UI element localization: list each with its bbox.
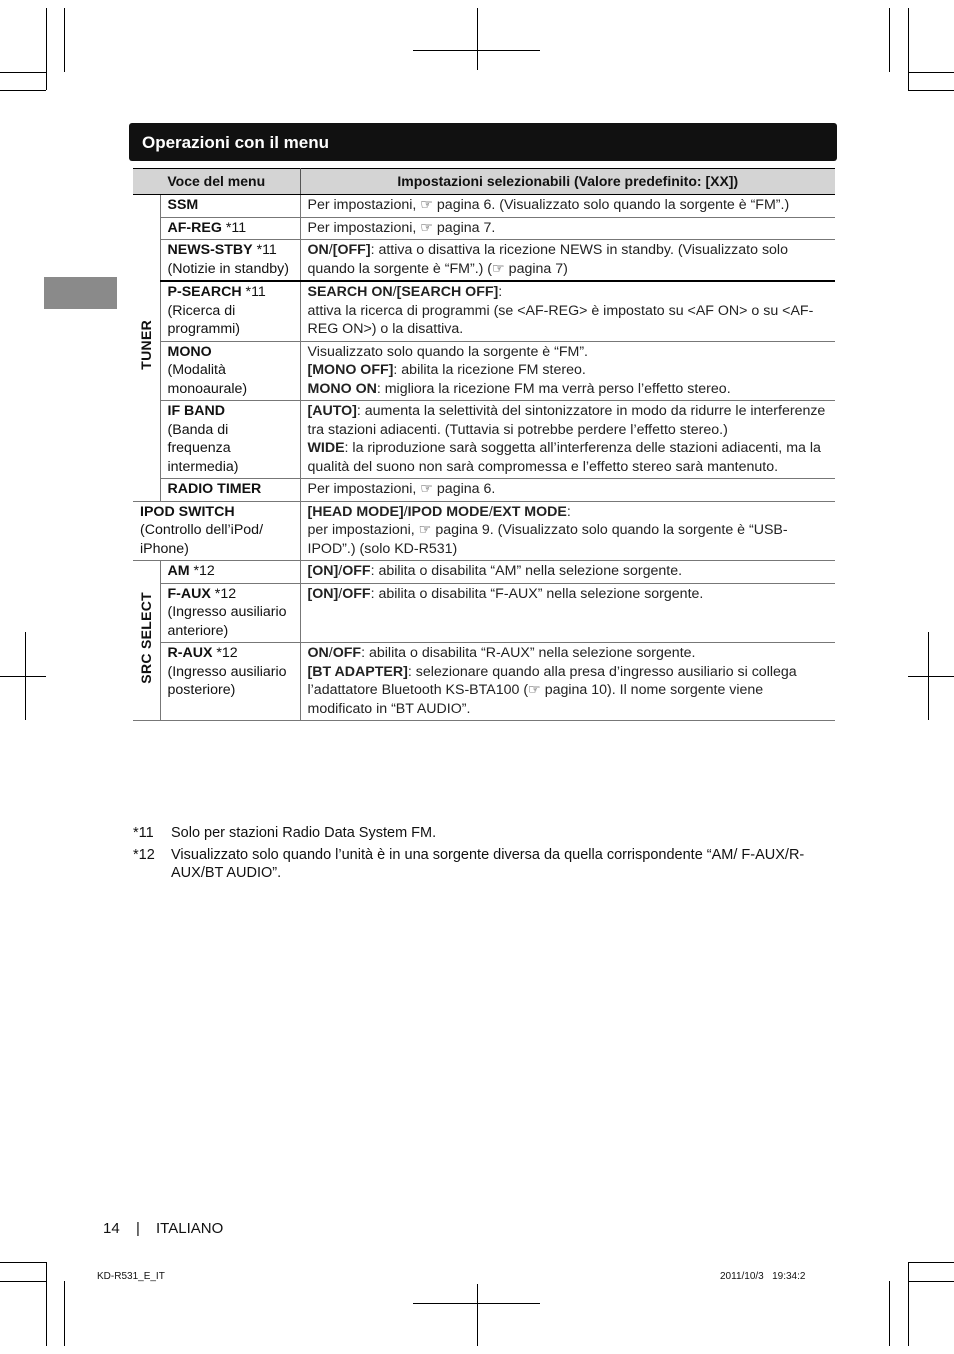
- menu-item-name: RADIO TIMER: [167, 481, 262, 497]
- table-row: [133, 240, 835, 282]
- menu-item-cell: [160, 217, 300, 240]
- desc-text: /: [338, 563, 343, 579]
- desc-text: : migliora la ricezione FM ma verrà perso l’effetto stereo.: [376, 380, 731, 397]
- desc-keyword: [ON]: [307, 585, 339, 602]
- menu-item-name: NEWS-STBY: [167, 242, 253, 258]
- desc-text: attiva la ricerca di programmi (se <AF-REG> è impostato su <AF ON> o su <AF-REG ON>) o la disattiva.: [307, 302, 814, 337]
- section-title: Operazioni con il menu: [142, 133, 330, 152]
- table-row: [133, 643, 835, 721]
- desc-keyword: [AUTO]: [307, 403, 357, 419]
- table-row: [133, 561, 835, 584]
- table-row: [133, 341, 835, 401]
- desc-text: /: [328, 645, 333, 661]
- menu-item-name: AM: [167, 563, 190, 579]
- menu-item-sub: (Notizie in standby): [167, 260, 289, 277]
- desc-text: Visualizzato solo quando la sorgente è “FM”.: [307, 343, 588, 360]
- menu-item-desc: [300, 217, 835, 240]
- desc-text: Per impostazioni, ☞ pagina 7.: [307, 219, 496, 236]
- group-src-label: SRC SELECT: [138, 591, 154, 684]
- menu-item-name: AF-REG: [167, 219, 222, 236]
- header-settings: Impostazioni selezionabili (Valore predefinito: [XX]): [300, 169, 835, 195]
- desc-text: : abilita o disabilita “F-AUX” nella selezione sorgente.: [370, 585, 704, 602]
- desc-text: /: [403, 503, 408, 520]
- menu-item-ref: *11: [221, 219, 247, 236]
- footnotes: [133, 824, 833, 886]
- menu-item-desc: [300, 479, 835, 502]
- desc-text: /: [338, 585, 343, 602]
- desc-text: per impostazioni, ☞ pagina 9. (Visualizzato solo quando la sorgente è “USB-IPOD”.) (solo KD-R531): [307, 522, 788, 557]
- table-row: [133, 401, 835, 479]
- desc-text: : abilita o disabilita “AM” nella selezione sorgente.: [370, 563, 683, 579]
- menu-item-ref: *12: [212, 645, 238, 661]
- desc-keyword: SEARCH ON: [307, 284, 393, 300]
- print-timestamp: 2011/10/3 19:34:2: [720, 1271, 806, 1282]
- footnote-mark: *11: [133, 825, 154, 841]
- menu-table: [133, 168, 835, 721]
- menu-item-cell: [160, 281, 300, 341]
- menu-item-name: IF BAND: [167, 403, 226, 419]
- menu-item-cell: [160, 479, 300, 502]
- menu-item-desc: [300, 501, 835, 561]
- table-header-row: [133, 169, 835, 195]
- menu-item-name: R-AUX: [167, 645, 213, 661]
- section-banner: [129, 123, 837, 161]
- menu-item-cell: [160, 401, 300, 479]
- desc-keyword: EXT MODE: [492, 503, 567, 520]
- footer-separator: |: [136, 1220, 140, 1237]
- desc-text: Per impostazioni, ☞ pagina 6. (Visualizzato solo quando la sorgente è “FM”.): [307, 197, 790, 213]
- menu-item-desc: [300, 643, 835, 721]
- desc-text: /: [392, 284, 397, 300]
- desc-keyword: OFF: [342, 563, 371, 579]
- desc-keyword: [BT ADAPTER]: [307, 663, 408, 680]
- desc-text: : aumenta la selettività del sintonizzatore in modo da ridurre le interferenze tra stazioni adiacenti. (Tuttavia si potrebbe perdere l’effetto stereo.): [307, 403, 826, 438]
- menu-item-desc: [300, 583, 835, 643]
- desc-keyword: [ON]: [307, 563, 339, 579]
- desc-keyword: [MONO OFF]: [307, 362, 394, 378]
- menu-item-desc: [300, 561, 835, 584]
- menu-item-sub: (Ingresso ausiliario anteriore): [167, 604, 287, 639]
- menu-item-sub: (Controllo dell’iPod/ iPhone): [140, 522, 264, 557]
- desc-keyword: ON: [307, 645, 329, 661]
- desc-keyword: OFF: [332, 645, 362, 661]
- menu-item-ref: *11: [252, 242, 277, 258]
- menu-item-ref: *12: [189, 563, 215, 579]
- desc-keyword: MONO ON: [307, 380, 377, 397]
- header-menu-item: Voce del menu: [133, 169, 300, 195]
- desc-keyword: ON: [307, 242, 329, 258]
- menu-item-name: IPOD SWITCH: [140, 503, 235, 520]
- menu-item-desc: [300, 281, 835, 341]
- menu-item-cell: [160, 583, 300, 643]
- desc-text: :: [566, 503, 571, 520]
- footnote-mark: *12: [133, 847, 155, 863]
- desc-keyword: [OFF]: [332, 242, 371, 258]
- menu-item-sub: (Ricerca di programmi): [167, 302, 241, 337]
- desc-text: : la riproduzione sarà soggetta all’interferenza delle stazioni adiacenti, ma la qualità del suono non sarà compromessa e l’effetto stereo sarà mantenuto.: [307, 440, 821, 475]
- menu-item-sub: (Ingresso ausiliario posteriore): [167, 663, 287, 698]
- desc-keyword: OFF: [342, 585, 371, 602]
- menu-item-sub: (Banda di frequenza intermedia): [167, 421, 239, 475]
- menu-item-cell: [160, 195, 300, 218]
- menu-item-cell: [133, 501, 300, 561]
- menu-item-ref: *11: [241, 284, 266, 300]
- desc-text: /: [328, 242, 333, 258]
- table-row: [133, 479, 835, 502]
- menu-item-sub: (Modalità monoaurale): [167, 362, 248, 397]
- desc-text: : abilita o disabilita “R-AUX” nella selezione sorgente.: [361, 645, 696, 661]
- page-number: 14: [103, 1220, 120, 1237]
- menu-item-name: MONO: [167, 343, 212, 360]
- group-src-cell: [133, 561, 160, 721]
- table-row: [133, 217, 835, 240]
- table-row: [133, 501, 835, 561]
- chapter-tab: [44, 277, 117, 309]
- footnote: [133, 824, 833, 842]
- desc-keyword: [SEARCH OFF]: [396, 284, 499, 300]
- table-row: [133, 281, 835, 341]
- desc-keyword: WIDE: [307, 440, 345, 456]
- menu-item-cell: [160, 240, 300, 282]
- desc-text: : attiva o disattiva la ricezione NEWS in standby. (Visualizzato solo quando la sorgente è “FM”.) (☞ pagina 7): [307, 242, 788, 277]
- menu-item-cell: [160, 561, 300, 584]
- desc-text: Per impostazioni, ☞ pagina 6.: [307, 481, 496, 497]
- menu-item-cell: [160, 341, 300, 401]
- desc-text: :: [498, 284, 503, 300]
- footnote: [133, 846, 833, 882]
- desc-keyword: [HEAD MODE]: [307, 503, 404, 520]
- desc-text: : abilita la ricezione FM stereo.: [393, 362, 586, 378]
- file-id: KD-R531_E_IT: [97, 1271, 165, 1282]
- desc-keyword: IPOD MODE: [407, 503, 489, 520]
- footer-language: ITALIANO: [156, 1220, 224, 1237]
- menu-item-desc: [300, 401, 835, 479]
- table-row: [133, 583, 835, 643]
- menu-item-name: SSM: [167, 197, 199, 213]
- menu-item-desc: [300, 240, 835, 282]
- table-row: [133, 195, 835, 218]
- desc-text: : selezionare quando alla presa d’ingresso ausiliario si collega l’adattatore Bluetooth KS-BTA100 (☞ pagina 10). Il nome sorgente viene modificato in “BT AUDIO”.: [307, 663, 797, 717]
- desc-text: /: [488, 503, 493, 520]
- menu-item-name: P-SEARCH: [167, 284, 242, 300]
- menu-item-name: F-AUX: [167, 585, 211, 602]
- footnote-text: Solo per stazioni Radio Data System FM.: [171, 825, 437, 841]
- footnote-text: Visualizzato solo quando l’unità è in una sorgente diversa da quella corrispondente “AM/ F-AUX/R-AUX/BT AUDIO”.: [171, 847, 805, 881]
- menu-item-desc: [300, 195, 835, 218]
- menu-item-ref: *12: [210, 585, 237, 602]
- group-tuner-label: TUNER: [138, 320, 154, 370]
- menu-item-desc: [300, 341, 835, 401]
- menu-item-cell: [160, 643, 300, 721]
- group-tuner-cell: [133, 195, 160, 502]
